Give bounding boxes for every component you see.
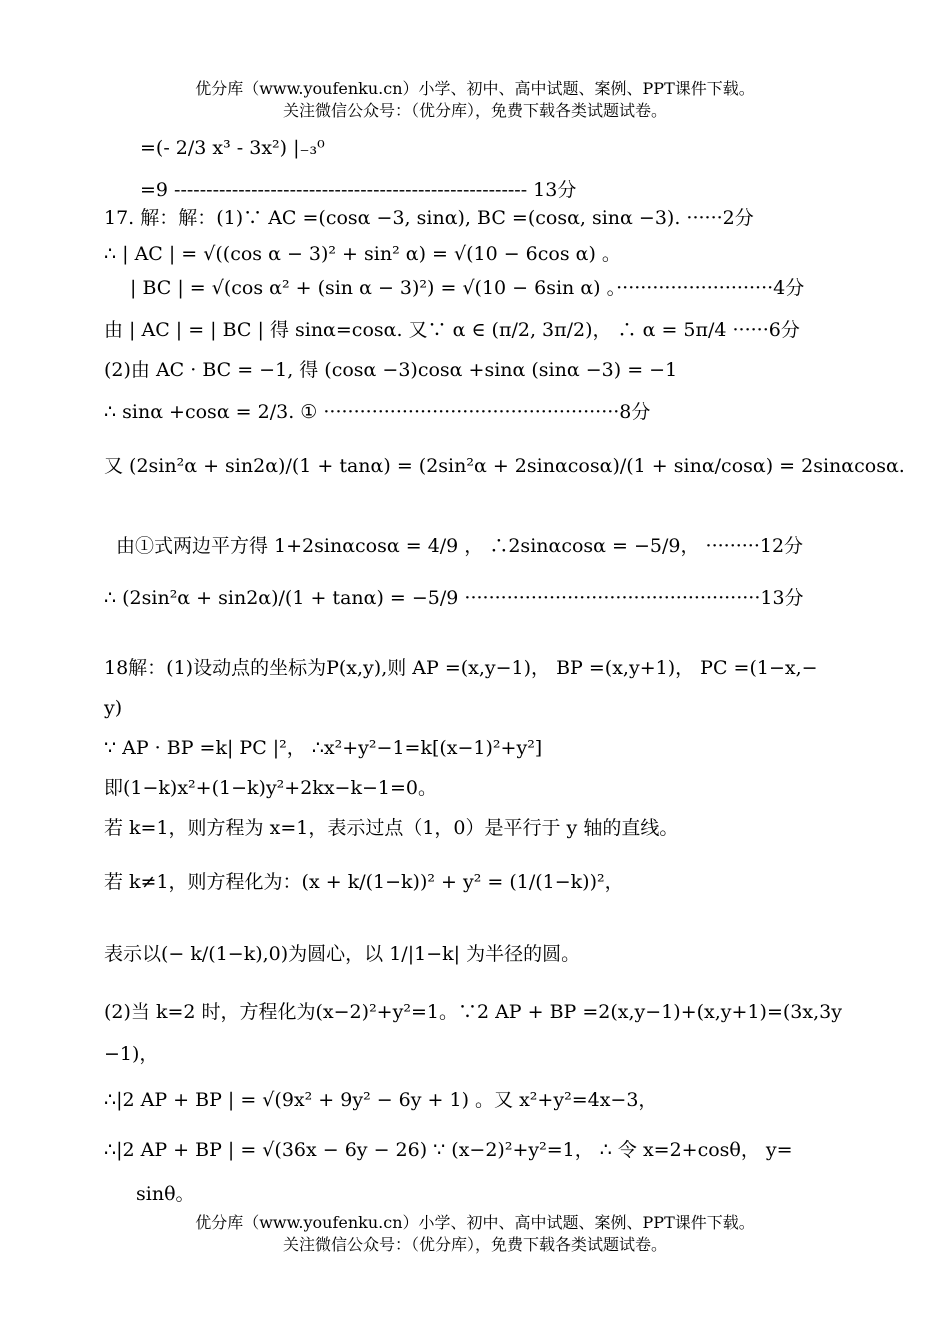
footer-line-1: 优分库（www.youfenku.cn）小学、初中、高中试题、案例、PPT课件下载。	[195, 1213, 755, 1232]
line-19: (2)当 k=2 时，方程化为(x−2)²+y²=1。∵2 AP + BP =2(x,y−1)+(x,y+1)=(3x,3y	[104, 1001, 842, 1023]
line-10: 由①式两边平方得 1+2sinαcosα = 4/9 ， ∴2sinαcosα = −5/9， ·········12分	[116, 535, 804, 557]
footer-line-2: 关注微信公众号：（优分库），免费下载各类试题试卷。	[282, 1235, 667, 1254]
line-15: 即(1−k)x²+(1−k)y²+2kx−k−1=0。	[104, 777, 437, 799]
line-03: 17. 解：解：(1)∵ AC =(cosα −3, sinα), BC =(cosα, sinα −3). ······2分	[104, 207, 754, 229]
line-23: sinθ。	[136, 1183, 195, 1205]
line-06: 由 | AC | = | BC | 得 sinα=cosα. 又∵ α ∈ (π/2, 3π/2)， ∴ α = 5π/4 ······6分	[104, 319, 800, 341]
line-04: ∴ | AC | = √((cos α − 3)² + sin² α) = √(10 − 6cos α) 。	[104, 243, 621, 265]
line-18: 表示以(− k/(1−k),0)为圆心，以 1/|1−k| 为半径的圆。	[104, 943, 581, 965]
header-line-1: 优分库（www.youfenku.cn）小学、初中、高中试题、案例、PPT课件下载。	[195, 79, 755, 98]
line-17: 若 k≠1，则方程化为：(x + k/(1−k))² + y² = (1/(1−k))²，	[104, 871, 624, 893]
line-13: y)	[104, 697, 123, 719]
line-11: ∴ (2sin²α + sin2α)/(1 + tanα) = −5/9 ·················································13分	[104, 587, 804, 609]
line-01: =(- 2/3 x³ - 3x²) |₋₃⁰	[140, 137, 325, 159]
line-08: ∴ sinα +cosα = 2/3. ① ·················································8分	[104, 401, 651, 423]
line-05: | BC | = √(cos α² + (sin α − 3)²) = √(10 − 6sin α) 。··························4分	[130, 277, 805, 299]
line-22: ∴|2 AP + BP | = √(36x − 6y − 26) ∵ (x−2)²+y²=1， ∴ 令 x=2+cosθ， y=	[104, 1139, 793, 1161]
line-16: 若 k=1，则方程为 x=1，表示过点（1，0）是平行于 y 轴的直线。	[104, 817, 679, 839]
line-07: (2)由 AC · BC = −1, 得 (cosα −3)cosα +sinα (sinα −3) = −1	[104, 359, 678, 381]
header-line-2: 关注微信公众号：（优分库），免费下载各类试题试卷。	[282, 101, 667, 120]
line-20: −1)，	[104, 1043, 159, 1065]
line-02: =9 ------------------------------------------------------- 13分	[140, 179, 577, 201]
line-12: 18解：(1)设动点的坐标为P(x,y),则 AP =(x,y−1)， BP =(x,y+1)， PC =(1−x,−	[104, 657, 818, 679]
line-21: ∴|2 AP + BP | = √(9x² + 9y² − 6y + 1) 。又 x²+y²=4x−3，	[104, 1089, 658, 1111]
line-14: ∵ AP · BP =k| PC |²， ∴x²+y²−1=k[(x−1)²+y²]	[104, 737, 543, 759]
line-09: 又 (2sin²α + sin2α)/(1 + tanα) = (2sin²α + 2sinαcosα)/(1 + sinα/cosα) = 2sinαcosα.	[104, 455, 905, 477]
